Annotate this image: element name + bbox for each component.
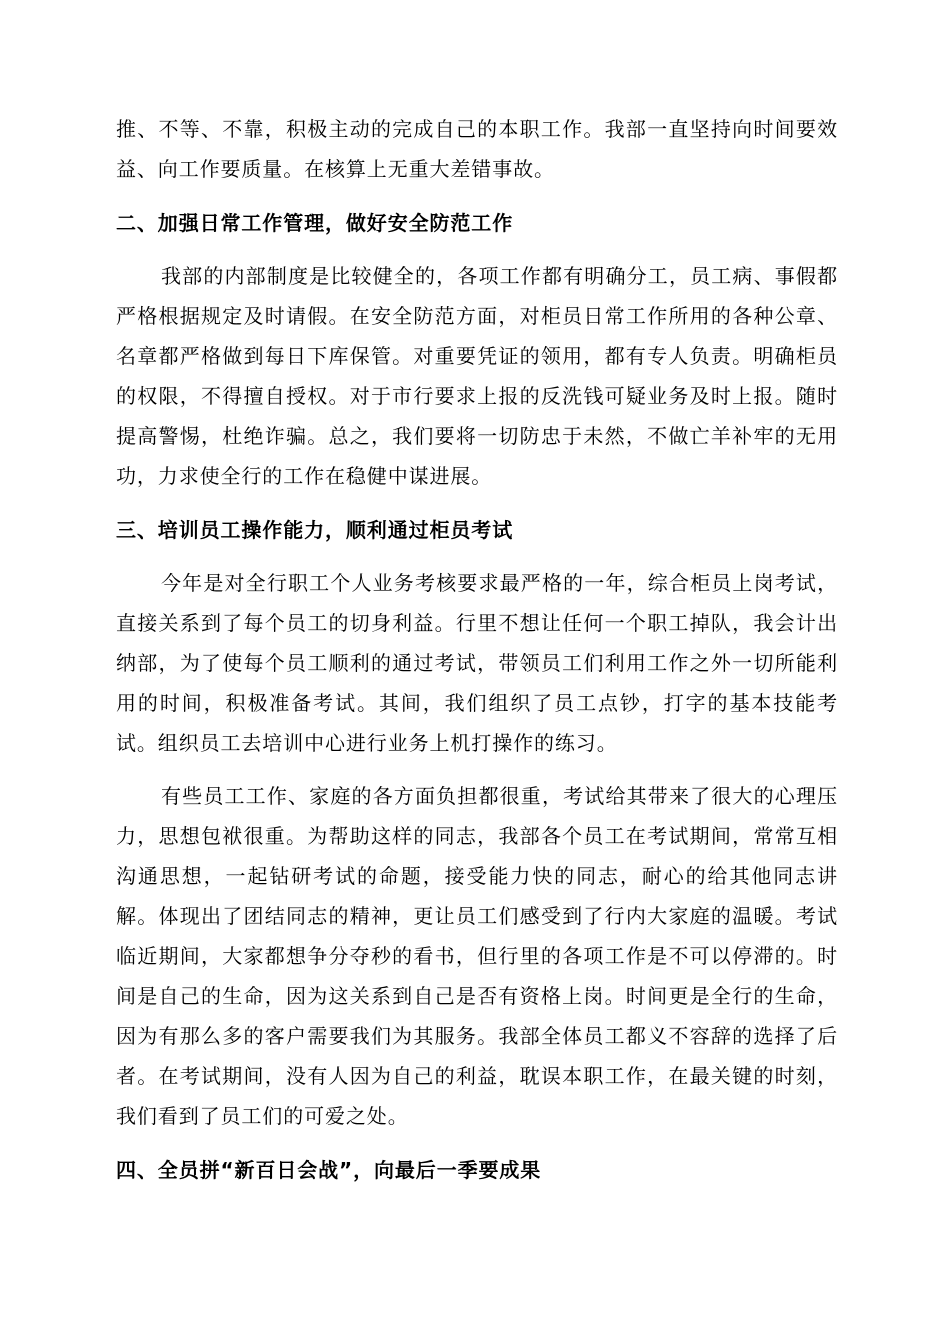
section-3-paragraph-1: 今年是对全行职工个人业务考核要求最严格的一年，综合柜员上岗考试，直接关系到了每个员工的切身利益。行里不想让任何一个职工掉队，我会计出纳部，为了使每个员工顺利的通过考试，带领员工们利用工作之外一切所能利用的时间，积极准备考试。其间，我们组织了员工点钞，打字的基本技能考试。组织员工去培训中心进行业务上机打操作的练习。 <box>116 571 838 755</box>
section-2-heading: 二、加强日常工作管理，做好安全防范工作 <box>116 211 514 235</box>
intro-paragraph: 推、不等、不靠，积极主动的完成自己的本职工作。我部一直坚持向时间要效益、向工作要质量。在核算上无重大差错事故。 <box>116 117 838 181</box>
section-3-paragraph-2: 有些员工工作、家庭的各方面负担都很重，考试给其带来了很大的心理压力，思想包袱很重。为帮助这样的同志，我部各个员工在考试期间，常常互相沟通思想，一起钻研考试的命题，接受能力快的同志，耐心的给其他同志讲解。体现出了团结同志的精神，更让员工们感受到了行内大家庭的温暖。考试临近期间，大家都想争分夺秒的看书，但行里的各项工作是不可以停滞的。时间是自己的生命，因为这关系到自己是否有资格上岗。时间更是全行的生命，因为有那么多的客户需要我们为其服务。我部全体员工都义不容辞的选择了后者。在考试期间，没有人因为自己的利益，耽误本职工作，在最关键的时刻，我们看到了员工们的可爱之处。 <box>116 784 838 1128</box>
section-2-paragraph: 我部的内部制度是比较健全的，各项工作都有明确分工，员工病、事假都严格根据规定及时请假。在安全防范方面，对柜员日常工作所用的各种公章、名章都严格做到每日下库保管。对重要凭证的领用，都有专人负责。明确柜员的权限，不得擅自授权。对于市行要求上报的反洗钱可疑业务及时上报。随时提高警惕，杜绝诈骗。总之，我们要将一切防忠于未然，不做亡羊补牢的无用功，力求使全行的工作在稳健中谋进展。 <box>116 264 838 488</box>
section-3-heading: 三、培训员工操作能力，顺利通过柜员考试 <box>116 518 514 542</box>
section-4-heading: 四、全员拼“新百日会战”，向最后一季要成果 <box>116 1158 542 1182</box>
document-page <box>116 109 838 1190</box>
